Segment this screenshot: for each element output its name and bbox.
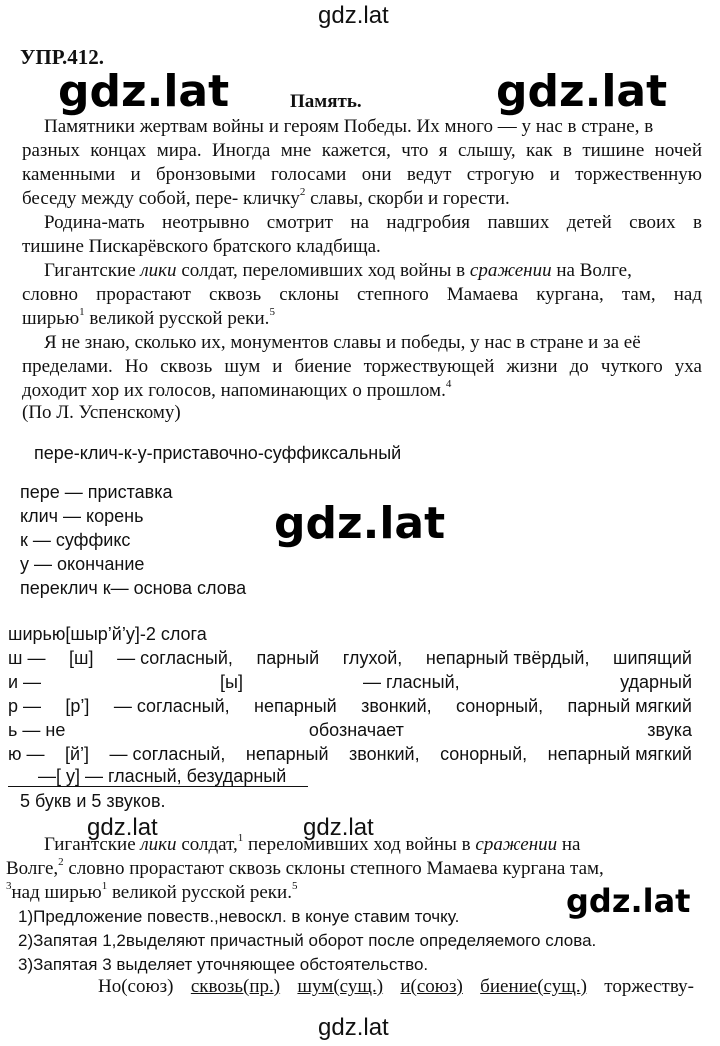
watermark: gdz.lat [87,814,158,841]
phonetic-row: ш — [ш] — согласный, парный глухой, непарный твёрдый, шипящий [8,648,692,668]
text-line: словно прорастают сквозь склоны степного Мамаева кургана, там, над [22,284,702,305]
morph-line: к — суффикс [20,530,131,550]
phonetic-last-row: —[ у] — гласный, безударный [38,766,287,786]
phonetic-row: ю — [й’] — согласный, непарный звонкий, сонорный, непарный мягкий [8,744,692,764]
text-line: пределами. Но сквозь шум и биение торжествующей жизни до чуткого уха [22,356,702,377]
watermark: gdz.lat [303,814,374,841]
source-attribution: (По Л. Успенскому) [22,402,181,423]
morph-line: пере — приставка [20,482,173,502]
watermark: gdz.lat [318,1014,389,1041]
text-line: разных концах мира. Иногда мне кажется, что я слышу, как в тишине ночей [22,140,702,161]
text-line: беседу между собой, пере- кличку$^2$ славы, скорби и горести. [22,185,510,209]
watermark: gdz.lat [496,66,668,117]
phonetic-heading: ширью[шыр’й’у]-2 слога [8,624,207,644]
morph-line: переклич к— основа слова [20,578,247,598]
watermark: gdz.lat [566,882,691,920]
watermark: gdz.lat [58,66,230,117]
text-line: Я не знаю, сколько их, монументов славы и победы, у нас в стране и за её [44,332,641,353]
text-line: доходит хор их голосов, напоминающих о прошлом.$^4$ [22,377,452,401]
text-line: ширью$^1$ великой русской реки.$^5$ [22,305,275,329]
morph-line: у — окончание [20,554,145,574]
exercise-number: УПР.412. [20,45,104,69]
text-line: Родина-мать неотрывно смотрит на надгробия павших детей своих в [44,212,702,233]
underline-rule [8,786,308,787]
letter-sound-count: 5 букв и 5 звуков. [20,791,166,811]
analysis-note: 3)Запятая 3 выделяет уточняющее обстоятельство. [18,955,429,974]
text-line: каменными и бронзовыми голосами они ведут строгую и торжественную [22,164,702,185]
watermark: gdz.lat [274,498,446,549]
text-title: Память. [290,91,362,112]
analysis-note: 1)Предложение повеств.,невоскл. в конуе ставим точку. [18,907,460,926]
text-line: тишине Пискарёвского братского кладбища. [22,236,381,257]
watermark: gdz.lat [318,2,389,29]
text-line: Гигантские лики солдат, переломивших ход войны в сражении на Волге, [44,260,632,281]
analysis-note: 2)Запятая 1,2выделяют причастный оборот после определяемого слова. [18,931,597,950]
text-line: Памятники жертвам войны и героям Победы. Их много — у нас в стране, в [44,116,654,137]
morph-heading: пере-клич-к-у-приставочно-суффиксальный [34,443,402,463]
analysis-line: Гигантские лики солдат,$^1$ переломивших ход войны в сражении на [44,831,581,855]
parsed-sentence-line: Но(союз) сквозь(пр.) шум(сущ.) и(союз) биение(сущ.) торжеству- [98,976,694,997]
phonetic-row: ь — не обозначает звука [8,720,692,740]
morph-line: клич — корень [20,506,144,526]
phonetic-row: р — [р’] — согласный, непарный звонкий, сонорный, парный мягкий [8,696,692,716]
analysis-line: $^3$над ширью$^1$ великой русской реки.$^5$ [6,879,298,903]
analysis-line: Волге,$^2$ словно прорастают сквозь склоны степного Мамаева кургана там, [6,855,604,879]
